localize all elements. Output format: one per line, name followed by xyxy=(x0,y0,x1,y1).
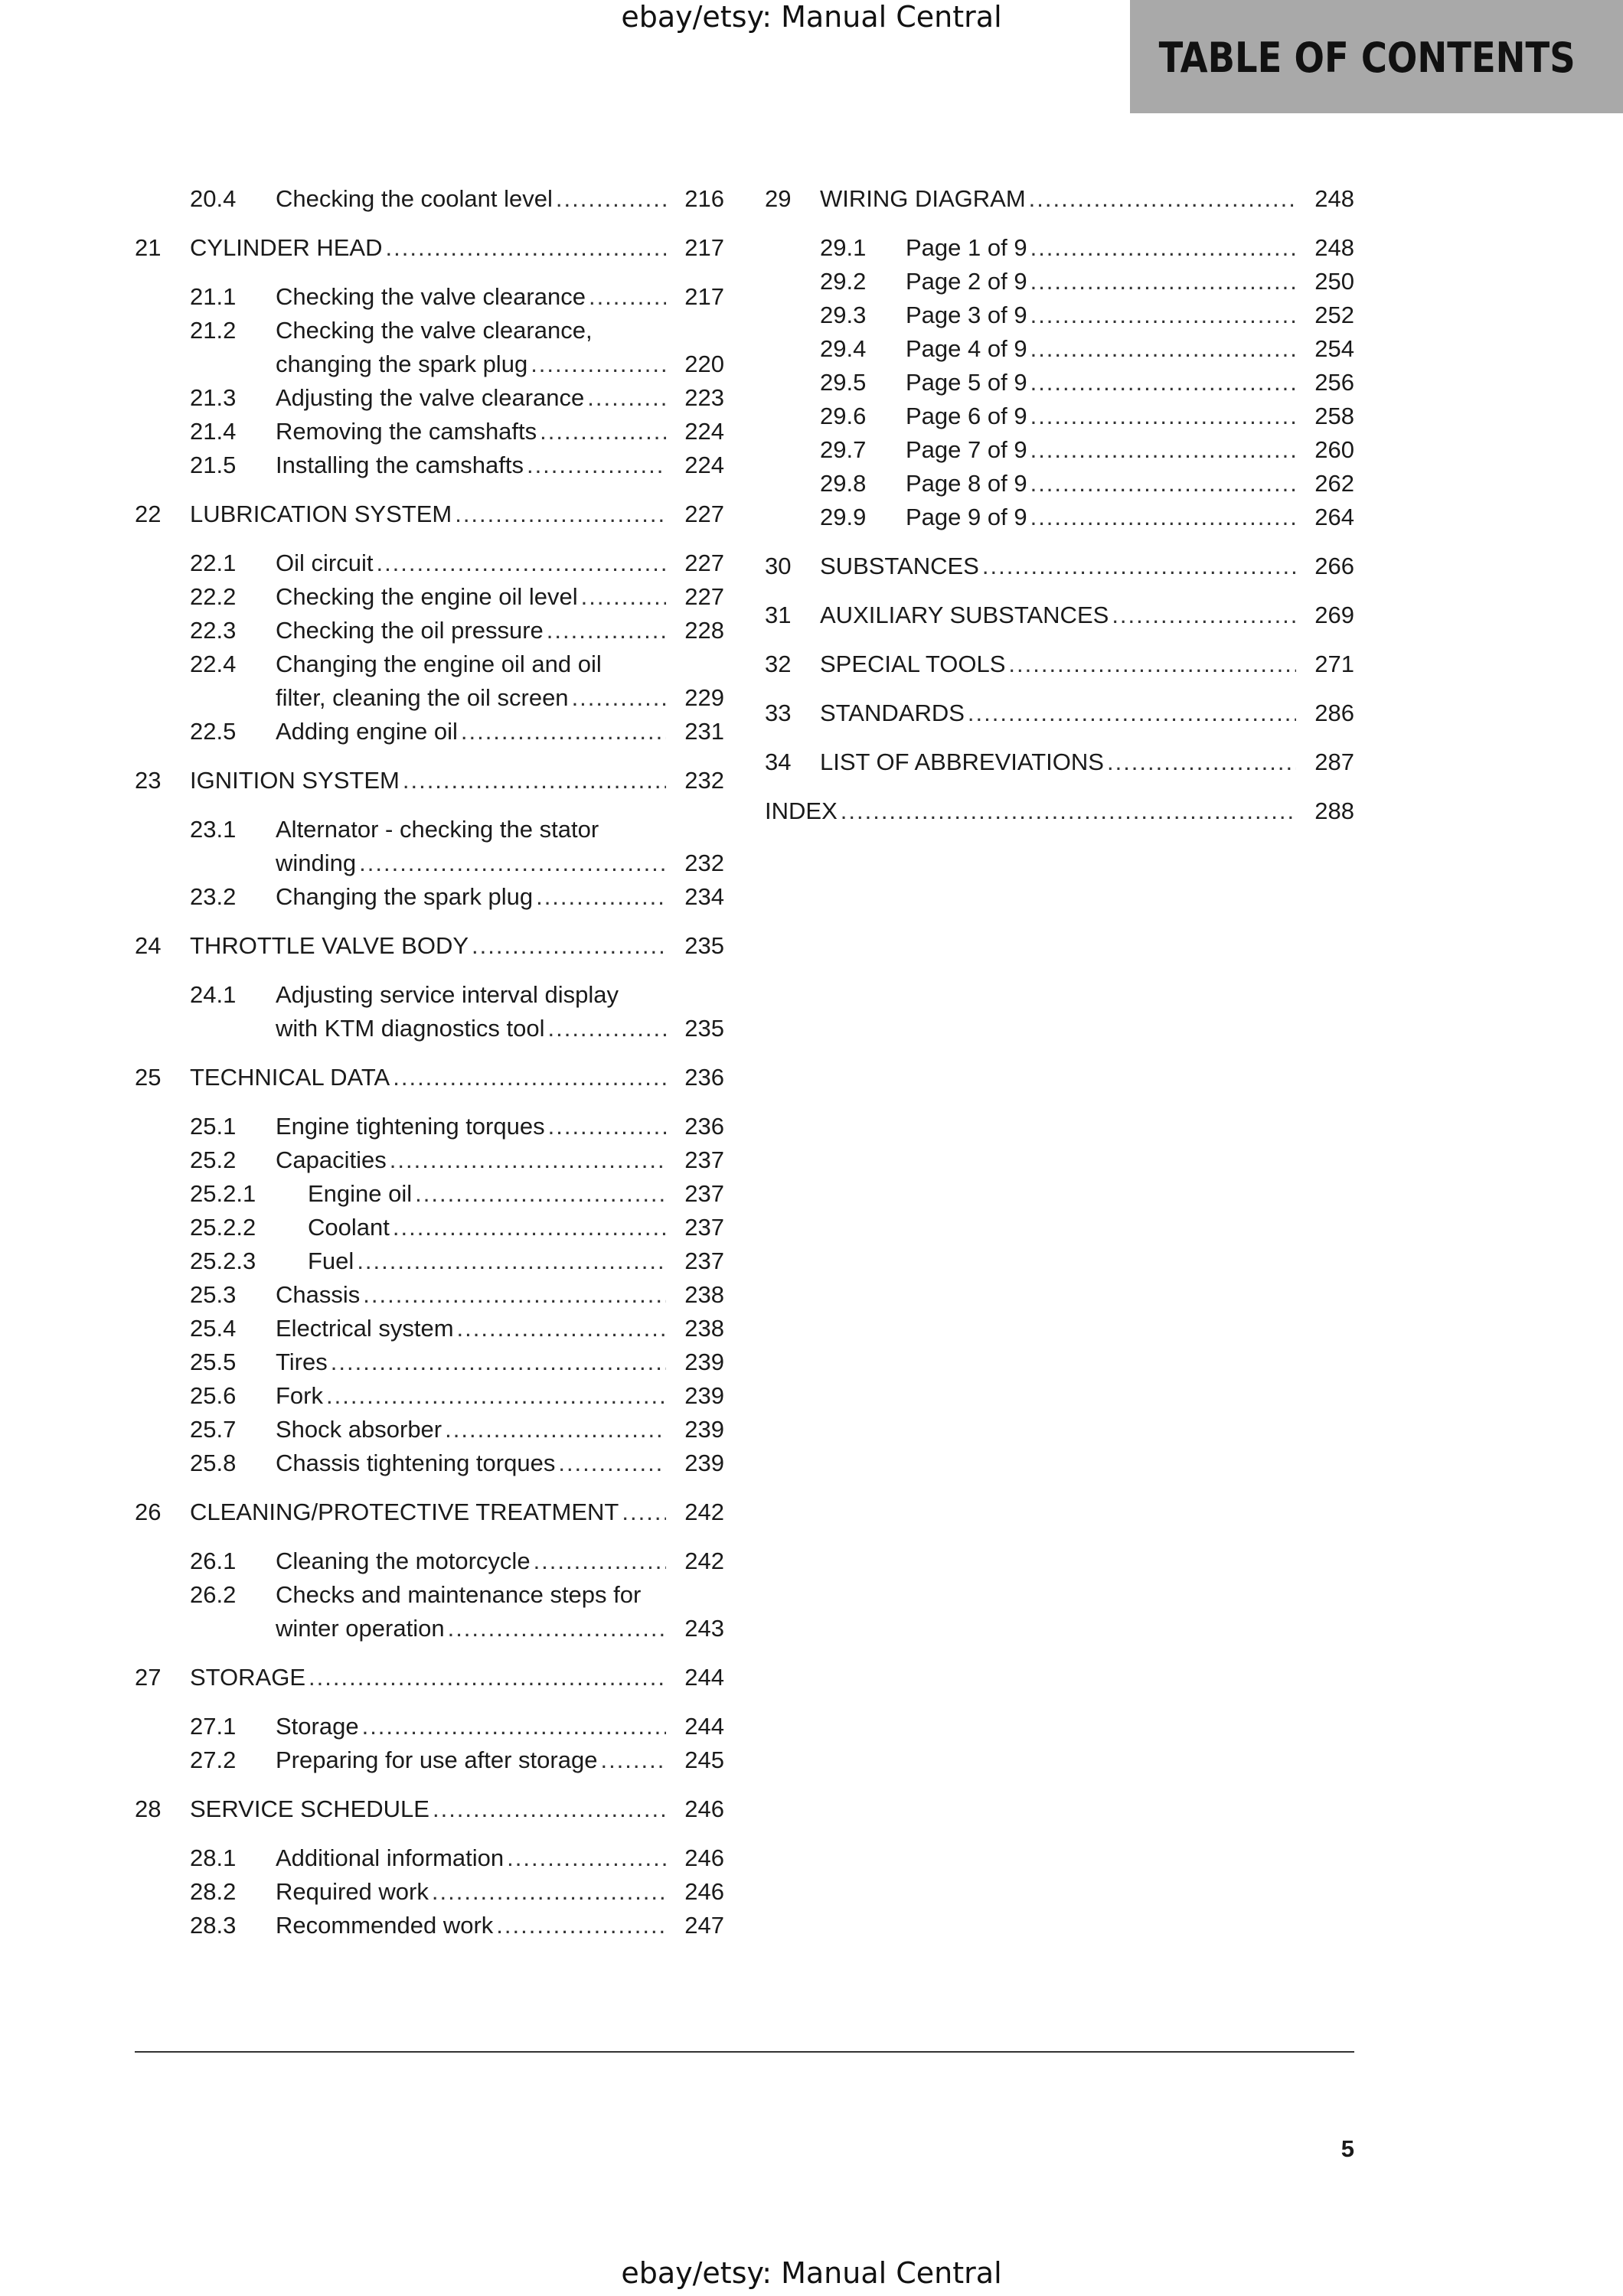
toc-entry-title: Additional information xyxy=(276,1844,505,1871)
dot-leader xyxy=(547,1012,666,1045)
toc-entry-page: 244 xyxy=(684,1664,724,1691)
toc-entry-number: 33 xyxy=(765,700,792,726)
toc-entry-number: 29.9 xyxy=(820,504,867,530)
toc-entry-page: 237 xyxy=(684,1146,724,1173)
toc-chapter-entry[interactable] xyxy=(765,647,1354,681)
dot-leader xyxy=(540,415,666,448)
toc-entry-title: Installing the camshafts xyxy=(276,452,524,478)
toc-entry-number: 23.2 xyxy=(190,883,237,910)
toc-section-entry[interactable] xyxy=(765,298,1354,332)
dot-leader xyxy=(403,764,666,797)
toc-entry-title: WIRING DIAGRAM xyxy=(820,185,1026,212)
toc-entry-page: 264 xyxy=(1314,504,1354,530)
toc-entry-number: 29.2 xyxy=(820,268,867,295)
toc-entry-number: 23.1 xyxy=(190,816,237,843)
toc-entry-page: 232 xyxy=(684,767,724,794)
dot-leader xyxy=(1030,501,1296,534)
dot-leader xyxy=(558,1446,666,1480)
toc-entry-page: 217 xyxy=(684,234,724,261)
toc-chapter-entry[interactable] xyxy=(765,794,1354,828)
dot-leader xyxy=(331,1345,666,1379)
toc-entry-number: 25 xyxy=(135,1064,162,1091)
toc-entry-number: 27.2 xyxy=(190,1746,237,1773)
toc-entry-title: Page 3 of 9 xyxy=(906,302,1027,328)
dot-leader xyxy=(1030,433,1296,467)
toc-entry-page: 227 xyxy=(684,550,724,576)
toc-entry-page: 237 xyxy=(684,1214,724,1241)
dot-leader xyxy=(600,1743,666,1777)
toc-entry-page: 232 xyxy=(684,850,724,876)
toc-entry-title: SPECIAL TOOLS xyxy=(820,651,1006,677)
toc-entry-page: 237 xyxy=(684,1180,724,1207)
toc-entry-page: 235 xyxy=(684,932,724,959)
toc-entry-page: 229 xyxy=(684,684,724,711)
toc-entry-number: 29.3 xyxy=(820,302,867,328)
toc-entry-title: Chassis xyxy=(276,1281,361,1308)
toc-entry-page: 262 xyxy=(1314,470,1354,497)
dot-leader xyxy=(1030,467,1296,501)
toc-entry-number: 30 xyxy=(765,553,792,579)
toc-chapter-entry[interactable] xyxy=(765,550,1354,583)
toc-entry-page: 252 xyxy=(1314,302,1354,328)
toc-chapter-entry[interactable] xyxy=(765,598,1354,632)
toc-entry-title: Storage xyxy=(276,1713,359,1740)
dot-leader xyxy=(432,1875,666,1909)
toc-entry-number: 25.2.2 xyxy=(190,1214,256,1241)
toc-entry-title: Adjusting service interval display xyxy=(276,981,619,1008)
toc-entry-page: 258 xyxy=(1314,403,1354,429)
section-header xyxy=(1130,0,1623,113)
toc-entry-number: 25.2.1 xyxy=(190,1180,256,1207)
toc-entry-title: Checking the valve clearance, xyxy=(276,317,593,344)
toc-entry-title: STORAGE xyxy=(190,1664,306,1691)
watermark-bottom: ebay/etsy: Manual Central xyxy=(621,2256,1002,2290)
toc-entry-title-continued: with KTM diagnostics tool xyxy=(276,1015,545,1042)
toc-section-entry[interactable] xyxy=(135,1177,724,1211)
dot-leader xyxy=(556,182,666,216)
dot-leader xyxy=(386,231,667,265)
page-number: 5 xyxy=(1341,2135,1354,2162)
toc-entry-title: Required work xyxy=(276,1878,429,1905)
toc-section-entry[interactable] xyxy=(765,400,1354,433)
dot-leader xyxy=(1030,298,1296,332)
toc-section-entry[interactable] xyxy=(135,1875,724,1909)
toc-entry-number: 25.2 xyxy=(190,1146,237,1173)
toc-entry-title: Recommended work xyxy=(276,1912,494,1939)
toc-entry-page: 287 xyxy=(1314,748,1354,775)
toc-entry-number: 21.4 xyxy=(190,418,237,445)
toc-section-entry[interactable] xyxy=(135,978,724,1045)
toc-entry-page: 256 xyxy=(1314,369,1354,396)
dot-leader xyxy=(326,1379,666,1413)
toc-entry-page: 220 xyxy=(684,351,724,377)
toc-entry-title-continued: winding xyxy=(276,850,357,876)
dot-leader xyxy=(363,1278,666,1312)
toc-section-entry[interactable] xyxy=(135,1743,724,1777)
toc-entry-title: Chassis tightening torques xyxy=(276,1450,556,1476)
toc-section-entry[interactable] xyxy=(765,332,1354,366)
toc-section-entry[interactable] xyxy=(135,415,724,448)
toc-entry-page: 260 xyxy=(1314,436,1354,463)
dot-leader xyxy=(390,1143,666,1177)
toc-section-entry[interactable] xyxy=(135,715,724,748)
toc-entry-title: Oil circuit xyxy=(276,550,374,576)
toc-section-entry[interactable] xyxy=(135,314,724,381)
toc-entry-page: 228 xyxy=(684,617,724,644)
toc-entry-title: Page 6 of 9 xyxy=(906,403,1027,429)
dot-leader xyxy=(536,880,666,914)
dot-leader xyxy=(572,681,666,715)
toc-section-entry[interactable] xyxy=(765,265,1354,298)
toc-entry-number: 25.1 xyxy=(190,1113,237,1140)
dot-leader xyxy=(472,929,666,963)
toc-section-entry[interactable] xyxy=(135,1345,724,1379)
toc-entry-page: 242 xyxy=(684,1548,724,1574)
dot-leader xyxy=(393,1211,666,1244)
toc-entry-number: 28.2 xyxy=(190,1878,237,1905)
toc-section-entry[interactable] xyxy=(135,1143,724,1177)
toc-entry-page: 239 xyxy=(684,1349,724,1375)
dot-leader xyxy=(589,280,666,314)
dot-leader xyxy=(622,1495,666,1529)
toc-entry-title: Adjusting the valve clearance xyxy=(276,384,585,411)
toc-entry-number: 22.5 xyxy=(190,718,237,745)
toc-chapter-entry[interactable] xyxy=(135,497,724,531)
toc-entry-title: Shock absorber xyxy=(276,1416,442,1443)
toc-entry-number: 31 xyxy=(765,602,792,628)
toc-entry-page: 245 xyxy=(684,1746,724,1773)
toc-entry-number: 32 xyxy=(765,651,792,677)
toc-entry-page: 271 xyxy=(1314,651,1354,677)
toc-entry-number: 25.2.3 xyxy=(190,1247,256,1274)
toc-entry-title: LUBRICATION SYSTEM xyxy=(190,501,452,527)
dot-leader xyxy=(461,715,666,748)
toc-section-entry[interactable] xyxy=(135,647,724,715)
toc-entry-number: 22.1 xyxy=(190,550,237,576)
toc-entry-title: CYLINDER HEAD xyxy=(190,234,383,261)
toc-entry-title: Page 8 of 9 xyxy=(906,470,1027,497)
dot-leader xyxy=(1107,745,1296,779)
dot-leader xyxy=(1008,647,1296,681)
toc-entry-title: Preparing for use after storage xyxy=(276,1746,598,1773)
toc-entry-title: Page 4 of 9 xyxy=(906,335,1027,362)
toc-entry-title: Removing the camshafts xyxy=(276,418,537,445)
toc-entry-title: STANDARDS xyxy=(820,700,965,726)
toc-entry-title: SUBSTANCES xyxy=(820,553,979,579)
toc-section-entry[interactable] xyxy=(765,433,1354,467)
toc-section-entry[interactable] xyxy=(135,1710,724,1743)
toc-section-entry[interactable] xyxy=(135,1578,724,1645)
dot-leader xyxy=(433,1792,666,1826)
footer-rule xyxy=(135,2051,1354,2053)
toc-entry-page: 238 xyxy=(684,1281,724,1308)
dot-leader xyxy=(359,846,666,880)
toc-section-entry[interactable] xyxy=(765,467,1354,501)
toc-entry-number: 26 xyxy=(135,1499,162,1525)
toc-entry-title: Cleaning the motorcycle xyxy=(276,1548,531,1574)
toc-entry-number: 29.8 xyxy=(820,470,867,497)
toc-entry-number: 25.6 xyxy=(190,1382,237,1409)
toc-entry-page: 254 xyxy=(1314,335,1354,362)
dot-leader xyxy=(527,448,666,482)
toc-entry-page: 235 xyxy=(684,1015,724,1042)
toc-entry-number: 21.3 xyxy=(190,384,237,411)
toc-section-entry[interactable] xyxy=(765,366,1354,400)
dot-leader xyxy=(448,1612,666,1645)
toc-entry-number: 29.6 xyxy=(820,403,867,429)
toc-entry-title: Electrical system xyxy=(276,1315,454,1342)
toc-entry-page: 231 xyxy=(684,718,724,745)
toc-entry-title: Checking the oil pressure xyxy=(276,617,544,644)
toc-entry-title: Fork xyxy=(276,1382,323,1409)
toc-section-entry[interactable] xyxy=(135,1413,724,1446)
toc-entry-title: Engine tightening torques xyxy=(276,1113,545,1140)
toc-entry-page: 236 xyxy=(684,1064,724,1091)
toc-entry-title: Checking the coolant level xyxy=(276,185,553,212)
toc-entry-page: 227 xyxy=(684,583,724,610)
toc-entry-page: 216 xyxy=(684,185,724,212)
toc-chapter-entry[interactable] xyxy=(765,182,1354,216)
toc-entry-title-continued: changing the spark plug xyxy=(276,351,528,377)
toc-chapter-entry[interactable] xyxy=(135,1661,724,1694)
toc-entry-title: Changing the spark plug xyxy=(276,883,534,910)
toc-entry-number: 21 xyxy=(135,234,162,261)
toc-chapter-entry[interactable] xyxy=(765,696,1354,730)
dot-leader xyxy=(415,1177,666,1211)
toc-section-entry[interactable] xyxy=(765,501,1354,534)
toc-entry-page: 236 xyxy=(684,1113,724,1140)
toc-entry-page: 239 xyxy=(684,1382,724,1409)
toc-entry-title: IGNITION SYSTEM xyxy=(190,767,400,794)
toc-entry-number: 24 xyxy=(135,932,162,959)
dot-leader xyxy=(1030,366,1296,400)
toc-entry-page: 246 xyxy=(684,1878,724,1905)
dot-leader xyxy=(445,1413,666,1446)
watermark-top: ebay/etsy: Manual Central xyxy=(621,0,1002,34)
dot-leader xyxy=(1030,332,1296,366)
toc-section-entry[interactable] xyxy=(135,546,724,580)
toc-section-entry[interactable] xyxy=(135,1909,724,1942)
toc-entry-page: 227 xyxy=(684,501,724,527)
toc-entry-number: 20.4 xyxy=(190,185,237,212)
toc-section-entry[interactable] xyxy=(135,381,724,415)
toc-entry-title: INDEX xyxy=(765,797,838,824)
toc-section-entry[interactable] xyxy=(135,1211,724,1244)
toc-entry-number: 29 xyxy=(765,185,792,212)
toc-entry-number: 25.7 xyxy=(190,1416,237,1443)
toc-entry-page: 250 xyxy=(1314,268,1354,295)
toc-entry-title: SERVICE SCHEDULE xyxy=(190,1795,429,1822)
toc-section-entry[interactable] xyxy=(135,813,724,880)
toc-entry-number: 27 xyxy=(135,1664,162,1691)
toc-entry-number: 28 xyxy=(135,1795,162,1822)
dot-leader xyxy=(841,794,1296,828)
toc-entry-number: 26.2 xyxy=(190,1581,237,1608)
toc-entry-page: 243 xyxy=(684,1615,724,1642)
toc-entry-page: 266 xyxy=(1314,553,1354,579)
toc-entry-title: AUXILIARY SUBSTANCES xyxy=(820,602,1109,628)
toc-entry-title: LIST OF ABBREVIATIONS xyxy=(820,748,1104,775)
toc-entry-page: 217 xyxy=(684,283,724,310)
toc-entry-number: 21.1 xyxy=(190,283,237,310)
dot-leader xyxy=(581,580,666,614)
dot-leader xyxy=(587,381,666,415)
toc-entry-number: 28.3 xyxy=(190,1912,237,1939)
toc-chapter-entry[interactable] xyxy=(765,745,1354,779)
dot-leader xyxy=(457,1312,666,1345)
toc-entry-page: 242 xyxy=(684,1499,724,1525)
dot-leader xyxy=(393,1061,666,1094)
dot-leader xyxy=(1029,182,1296,216)
toc-entry-title: Checks and maintenance steps for xyxy=(276,1581,642,1608)
toc-entry-number: 21.5 xyxy=(190,452,237,478)
toc-section-entry[interactable] xyxy=(135,880,724,914)
toc-chapter-entry[interactable] xyxy=(135,231,724,265)
dot-leader xyxy=(968,696,1296,730)
toc-section-entry[interactable] xyxy=(135,182,724,216)
toc-entry-number: 22.4 xyxy=(190,651,237,677)
toc-entry-page: 246 xyxy=(684,1795,724,1822)
toc-column-right xyxy=(765,182,1354,843)
toc-entry-number: 29.5 xyxy=(820,369,867,396)
header-title: TABLE OF CONTENTS xyxy=(1158,34,1576,82)
toc-column-left xyxy=(135,182,724,1942)
toc-entry-page: 286 xyxy=(1314,700,1354,726)
toc-entry-page: 244 xyxy=(684,1713,724,1740)
toc-entry-title: Page 1 of 9 xyxy=(906,234,1027,261)
dot-leader xyxy=(1112,598,1296,632)
toc-section-entry[interactable] xyxy=(135,614,724,647)
toc-section-entry[interactable] xyxy=(135,1312,724,1345)
dot-leader xyxy=(531,347,666,381)
toc-entry-page: 288 xyxy=(1314,797,1354,824)
toc-section-entry[interactable] xyxy=(135,1110,724,1143)
toc-entry-page: 223 xyxy=(684,384,724,411)
toc-section-entry[interactable] xyxy=(135,1446,724,1480)
dot-leader xyxy=(534,1544,666,1578)
toc-chapter-entry[interactable] xyxy=(135,929,724,963)
toc-chapter-entry[interactable] xyxy=(135,1792,724,1826)
toc-section-entry[interactable] xyxy=(135,580,724,614)
dot-leader xyxy=(455,497,666,531)
toc-entry-page: 246 xyxy=(684,1844,724,1871)
toc-entry-number: 25.3 xyxy=(190,1281,237,1308)
toc-entry-page: 239 xyxy=(684,1416,724,1443)
dot-leader xyxy=(1030,400,1296,433)
dot-leader xyxy=(309,1661,666,1694)
toc-chapter-entry[interactable] xyxy=(135,1495,724,1529)
toc-entry-title: Checking the valve clearance xyxy=(276,283,586,310)
toc-entry-page: 238 xyxy=(684,1315,724,1342)
toc-section-entry[interactable] xyxy=(765,231,1354,265)
toc-section-entry[interactable] xyxy=(135,1379,724,1413)
toc-entry-number: 24.1 xyxy=(190,981,237,1008)
toc-entry-title: Capacities xyxy=(276,1146,387,1173)
toc-entry-number: 25.5 xyxy=(190,1349,237,1375)
toc-entry-title: Changing the engine oil and oil xyxy=(276,651,602,677)
toc-section-entry[interactable] xyxy=(135,1841,724,1875)
toc-entry-page: 247 xyxy=(684,1912,724,1939)
toc-entry-title: Fuel xyxy=(308,1247,354,1274)
dot-leader xyxy=(548,1110,666,1143)
toc-entry-number: 28.1 xyxy=(190,1844,237,1871)
toc-entry-title-continued: winter operation xyxy=(276,1615,445,1642)
toc-section-entry[interactable] xyxy=(135,280,724,314)
toc-entry-title: Page 2 of 9 xyxy=(906,268,1027,295)
toc-entry-number: 29.4 xyxy=(820,335,867,362)
toc-entry-title: TECHNICAL DATA xyxy=(190,1064,390,1091)
dot-leader xyxy=(362,1710,666,1743)
toc-entry-page: 224 xyxy=(684,418,724,445)
toc-entry-title: CLEANING/PROTECTIVE TREATMENT xyxy=(190,1499,619,1525)
toc-entry-title: Checking the engine oil level xyxy=(276,583,578,610)
toc-section-entry[interactable] xyxy=(135,1278,724,1312)
toc-entry-number: 29.7 xyxy=(820,436,867,463)
dot-leader xyxy=(547,614,666,647)
toc-entry-number: 22.3 xyxy=(190,617,237,644)
toc-entry-number: 25.4 xyxy=(190,1315,237,1342)
toc-section-entry[interactable] xyxy=(135,448,724,482)
toc-entry-title: Page 7 of 9 xyxy=(906,436,1027,463)
toc-entry-title: Engine oil xyxy=(308,1180,413,1207)
toc-entry-number: 22 xyxy=(135,501,162,527)
toc-entry-number: 25.8 xyxy=(190,1450,237,1476)
toc-entry-title: Tires xyxy=(276,1349,328,1375)
dot-leader xyxy=(496,1909,666,1942)
toc-entry-number: 34 xyxy=(765,748,792,775)
dot-leader xyxy=(1030,265,1296,298)
toc-entry-title-continued: filter, cleaning the oil screen xyxy=(276,684,569,711)
dot-leader xyxy=(982,550,1296,583)
toc-section-entry[interactable] xyxy=(135,1544,724,1578)
toc-entry-title: Adding engine oil xyxy=(276,718,458,745)
toc-entry-title: Coolant xyxy=(308,1214,390,1241)
toc-entry-page: 269 xyxy=(1314,602,1354,628)
toc-entry-number: 21.2 xyxy=(190,317,237,344)
toc-entry-number: 22.2 xyxy=(190,583,237,610)
toc-entry-page: 234 xyxy=(684,883,724,910)
dot-leader xyxy=(1030,231,1296,265)
toc-entry-title: THROTTLE VALVE BODY xyxy=(190,932,469,959)
toc-entry-title: Alternator - checking the stator xyxy=(276,816,599,843)
toc-entry-page: 237 xyxy=(684,1247,724,1274)
toc-entry-page: 248 xyxy=(1314,185,1354,212)
toc-entry-number: 29.1 xyxy=(820,234,867,261)
toc-chapter-entry[interactable] xyxy=(135,764,724,797)
dot-leader xyxy=(507,1841,666,1875)
toc-entry-title: Page 5 of 9 xyxy=(906,369,1027,396)
toc-entry-number: 27.1 xyxy=(190,1713,237,1740)
toc-entry-title: Page 9 of 9 xyxy=(906,504,1027,530)
toc-entry-page: 224 xyxy=(684,452,724,478)
toc-entry-page: 239 xyxy=(684,1450,724,1476)
dot-leader xyxy=(376,546,666,580)
toc-entry-number: 23 xyxy=(135,767,162,794)
dot-leader xyxy=(357,1244,666,1278)
toc-entry-page: 248 xyxy=(1314,234,1354,261)
toc-section-entry[interactable] xyxy=(135,1244,724,1278)
toc-chapter-entry[interactable] xyxy=(135,1061,724,1094)
toc-entry-number: 26.1 xyxy=(190,1548,237,1574)
